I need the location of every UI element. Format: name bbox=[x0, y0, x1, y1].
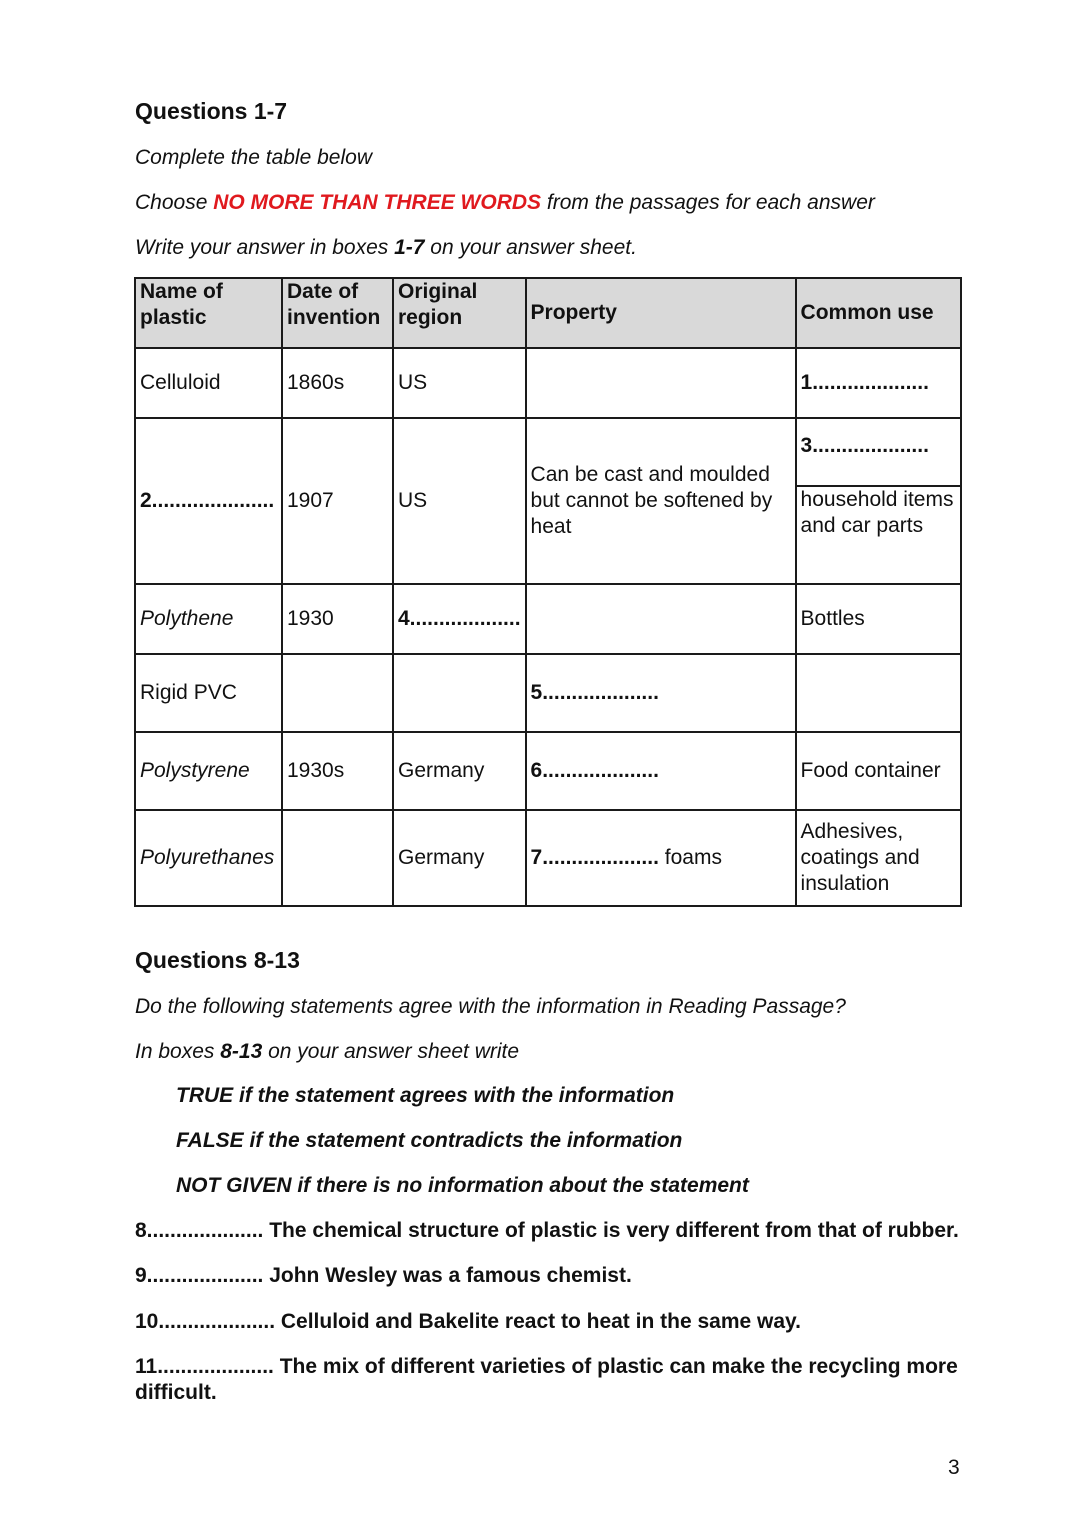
section2-instruction-1: Do the following statements agree with the information in Reading Passage? bbox=[135, 995, 846, 1018]
table-header-row bbox=[135, 278, 961, 348]
answer-blank-6[interactable]: 6.................... bbox=[526, 732, 796, 810]
answer-blank-3[interactable]: 3.................... bbox=[797, 419, 960, 487]
statement-11: 11.................... The mix of different varieties of plastic can make the recycling more difficult. bbox=[135, 1355, 958, 1404]
cell-property bbox=[526, 348, 796, 418]
section2-title: Questions 8-13 bbox=[135, 947, 300, 973]
option-not-given: NOT GIVEN if there is no information about the statement bbox=[176, 1174, 749, 1197]
section1-instruction-1: Complete the table below bbox=[135, 146, 372, 169]
box-range: 8-13 bbox=[220, 1040, 263, 1063]
cell-name: Polystyrene bbox=[135, 732, 282, 810]
header-use: Common use bbox=[796, 278, 961, 348]
header-property: Property bbox=[526, 278, 796, 348]
cell-date: 1930s bbox=[282, 732, 393, 810]
cell-region: Germany bbox=[393, 732, 526, 810]
cell-name: Rigid PVC bbox=[135, 654, 282, 732]
table-row bbox=[135, 418, 961, 584]
cell-use bbox=[796, 654, 961, 732]
cell-date: 1860s bbox=[282, 348, 393, 418]
plastics-table bbox=[134, 277, 962, 907]
cell-use: Food container bbox=[796, 732, 961, 810]
cell-region bbox=[393, 654, 526, 732]
instruction-text: In boxes bbox=[135, 1040, 221, 1063]
word-limit: NO MORE THAN THREE WORDS bbox=[213, 191, 542, 214]
header-name: Name of plastic bbox=[135, 278, 282, 348]
section1-instruction-2 bbox=[135, 191, 875, 215]
cell-name: Polythene bbox=[135, 584, 282, 654]
cell-region: US bbox=[393, 348, 526, 418]
instruction-text: Write your answer in boxes bbox=[135, 236, 395, 259]
instruction-text: on your answer sheet write bbox=[262, 1040, 520, 1063]
instruction-text: from the passages for each answer bbox=[541, 191, 875, 214]
property-suffix: foams bbox=[658, 846, 722, 869]
header-date: Date of invention bbox=[282, 278, 393, 348]
cell-use: Adhesives, coatings and insulation bbox=[796, 810, 961, 906]
option-true: TRUE if the statement agrees with the information bbox=[176, 1084, 675, 1107]
answer-blank-4[interactable]: 4................... bbox=[393, 584, 526, 654]
table-row bbox=[135, 810, 961, 906]
cell-date: 1907 bbox=[282, 418, 393, 584]
table-row bbox=[135, 732, 961, 810]
cell-date bbox=[282, 810, 393, 906]
table-row bbox=[135, 348, 961, 418]
table-row bbox=[135, 654, 961, 732]
cell-use-split bbox=[796, 418, 961, 584]
answer-blank-7[interactable]: 7.................... bbox=[530, 846, 659, 869]
instruction-text: Choose bbox=[135, 191, 214, 214]
header-region: Original region bbox=[393, 278, 526, 348]
cell-date: 1930 bbox=[282, 584, 393, 654]
table-row bbox=[135, 584, 961, 654]
instruction-text: on your answer sheet. bbox=[424, 236, 637, 259]
cell-property: Can be cast and moulded but cannot be softened by heat bbox=[526, 418, 796, 584]
section1-title: Questions 1-7 bbox=[135, 98, 288, 124]
section1-instruction-3 bbox=[135, 236, 637, 260]
answer-blank-5[interactable]: 5.................... bbox=[526, 654, 796, 732]
cell-name: Polyurethanes bbox=[135, 810, 282, 906]
option-false: FALSE if the statement contradicts the information bbox=[176, 1129, 683, 1152]
cell-property bbox=[526, 810, 796, 906]
answer-blank-2[interactable]: 2..................... bbox=[135, 418, 282, 584]
statement-8: 8.................... The chemical structure of plastic is very different from that of rubber. bbox=[135, 1219, 959, 1242]
section2-instruction-2 bbox=[135, 1040, 519, 1064]
cell-name: Celluloid bbox=[135, 348, 282, 418]
page-number: 3 bbox=[948, 1456, 960, 1479]
answer-blank-1[interactable]: 1.................... bbox=[796, 348, 961, 418]
cell-use: Bottles bbox=[796, 584, 961, 654]
cell-date bbox=[282, 654, 393, 732]
statement-10: 10.................... Celluloid and Bakelite react to heat in the same way. bbox=[135, 1310, 801, 1333]
cell-use: household items and car parts bbox=[800, 488, 954, 537]
cell-region: US bbox=[393, 418, 526, 584]
cell-region: Germany bbox=[393, 810, 526, 906]
statement-9: 9.................... John Wesley was a famous chemist. bbox=[135, 1264, 632, 1287]
box-range: 1-7 bbox=[394, 236, 425, 259]
cell-property bbox=[526, 584, 796, 654]
